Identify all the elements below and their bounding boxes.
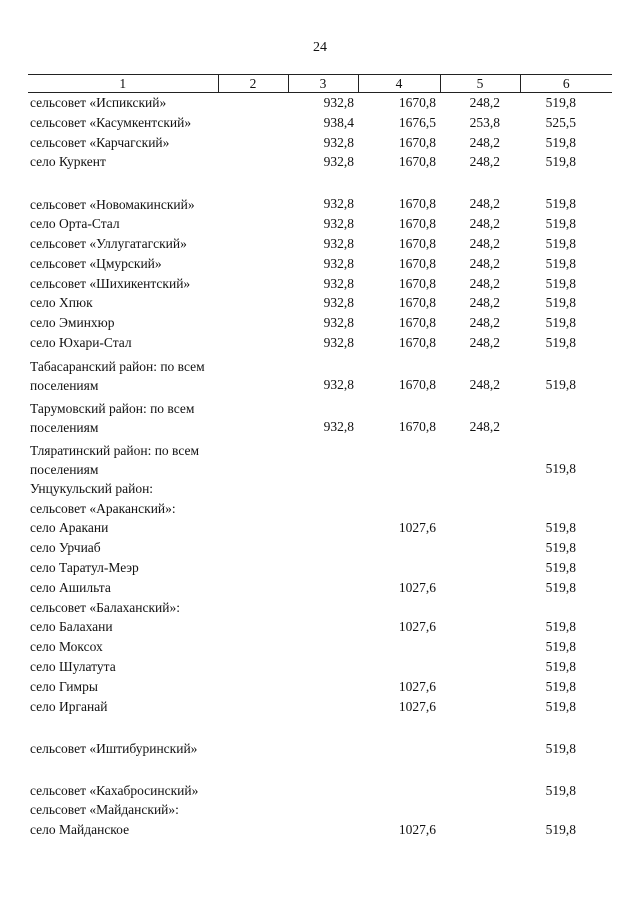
settlement-name-cell: село Орта-Стал — [30, 216, 120, 232]
col6-value-cell: 519,8 — [545, 740, 576, 756]
col4-value-cell — [358, 758, 440, 800]
col5-value-cell — [440, 820, 520, 840]
col6-value-cell: 519,8 — [545, 520, 576, 536]
col4-value-cell: 1027,6 — [398, 698, 436, 714]
col5-value-cell — [440, 499, 520, 519]
settlement-name-cell: сельсовет «Шихикентский» — [30, 275, 191, 291]
settlement-name-cell: село Юхари-Стал — [30, 334, 132, 350]
col4-value-cell: 1670,8 — [398, 235, 436, 251]
col2-cell — [218, 617, 288, 637]
col5-value-cell — [440, 800, 520, 820]
settlement-name-cell: Тляратинский район: по всем поселениям — [30, 442, 200, 477]
col3-value-cell — [288, 758, 358, 800]
column-header-3: 3 — [288, 75, 358, 93]
settlement-name-cell: село Балахани — [30, 619, 113, 635]
col2-cell — [218, 395, 288, 437]
col2-cell — [218, 800, 288, 820]
col5-value-cell — [440, 558, 520, 578]
col3-value-cell — [288, 657, 358, 677]
col5-value-cell — [440, 578, 520, 598]
table-row — [28, 313, 612, 333]
col5-value-cell — [440, 758, 520, 800]
col3-value-cell — [288, 538, 358, 558]
table-row — [28, 133, 612, 153]
col3-value-cell: 932,8 — [323, 95, 354, 110]
col2-cell — [218, 214, 288, 234]
col2-cell — [218, 333, 288, 353]
col6-value-cell: 519,8 — [545, 698, 576, 714]
col2-cell — [218, 113, 288, 133]
col5-value-cell: 248,2 — [469, 196, 500, 212]
col2-cell — [218, 172, 288, 214]
col4-value-cell — [358, 800, 440, 820]
col6-value-cell: 519,8 — [545, 782, 576, 798]
table-row — [28, 499, 612, 519]
table-body — [28, 93, 612, 840]
col5-value-cell: 253,8 — [469, 114, 500, 130]
col2-cell — [218, 152, 288, 172]
col4-value-cell: 1670,8 — [398, 216, 436, 232]
col5-value-cell: 248,2 — [469, 235, 500, 251]
settlement-name-cell: село Шулатута — [30, 658, 116, 674]
col3-value-cell — [288, 499, 358, 519]
settlement-name-cell: Табасаранский район: по всем поселениям — [30, 358, 205, 393]
col4-value-cell: 1670,8 — [398, 315, 436, 331]
settlement-name-cell: сельсовет «Балаханский»: — [30, 599, 180, 615]
table-row — [28, 437, 612, 479]
col3-value-cell: 938,4 — [323, 114, 354, 130]
data-table — [28, 74, 612, 840]
col5-value-cell: 248,2 — [469, 216, 500, 232]
col3-value-cell — [288, 677, 358, 697]
col2-cell — [218, 697, 288, 717]
col6-value-cell — [520, 800, 612, 820]
col6-value-cell: 519,8 — [545, 275, 576, 291]
settlement-name-cell: село Эминхюр — [30, 315, 115, 331]
col4-value-cell: 1676,5 — [398, 114, 436, 130]
table-row — [28, 113, 612, 133]
col5-value-cell — [440, 617, 520, 637]
col2-cell — [218, 274, 288, 294]
col5-value-cell: 248,2 — [469, 334, 500, 350]
col5-value-cell — [440, 657, 520, 677]
col3-value-cell — [288, 437, 358, 479]
col4-value-cell: 1027,6 — [398, 520, 436, 536]
col4-value-cell: 1670,8 — [398, 376, 436, 392]
table-row — [28, 172, 612, 214]
col2-cell — [218, 558, 288, 578]
table-row — [28, 820, 612, 840]
col4-value-cell — [358, 657, 440, 677]
table-row — [28, 214, 612, 234]
col4-value-cell — [358, 479, 440, 499]
col3-value-cell — [288, 558, 358, 578]
col4-value-cell — [358, 716, 440, 758]
table-row — [28, 234, 612, 254]
col6-value-cell — [520, 499, 612, 519]
col4-value-cell — [358, 538, 440, 558]
settlement-name-cell: село Таратул-Меэр — [30, 559, 139, 575]
col2-cell — [218, 293, 288, 313]
col6-value-cell: 519,8 — [545, 196, 576, 212]
col5-value-cell: 248,2 — [469, 95, 500, 110]
table-row — [28, 657, 612, 677]
col5-value-cell: 248,2 — [469, 154, 500, 170]
settlement-name-cell: село Урчиаб — [30, 540, 101, 556]
page-number: 24 — [313, 40, 327, 55]
table-row — [28, 578, 612, 598]
col2-cell — [218, 578, 288, 598]
table-row — [28, 538, 612, 558]
settlement-name-cell: село Хпюк — [30, 295, 93, 311]
col2-cell — [218, 637, 288, 657]
col3-value-cell: 932,8 — [323, 255, 354, 271]
col4-value-cell: 1027,6 — [398, 822, 436, 838]
col2-cell — [218, 313, 288, 333]
settlement-name-cell: село Майданское — [30, 822, 130, 838]
column-header-4: 4 — [358, 75, 440, 93]
col6-value-cell — [520, 395, 612, 437]
col5-value-cell: 248,2 — [469, 255, 500, 271]
col2-cell — [218, 820, 288, 840]
col2-cell — [218, 353, 288, 395]
settlement-name-cell: Тарумовский район: по всем поселениям — [30, 400, 195, 435]
col2-cell — [218, 254, 288, 274]
table-row — [28, 152, 612, 172]
table-row — [28, 758, 612, 800]
col4-value-cell — [358, 637, 440, 657]
settlement-name-cell: село Гимры — [30, 678, 98, 694]
settlement-name-cell: Унцукульский район: — [30, 480, 154, 496]
col4-value-cell: 1670,8 — [398, 275, 436, 291]
table-row — [28, 274, 612, 294]
settlement-name-cell: сельсовет «Карчагский» — [30, 134, 170, 150]
col5-value-cell — [440, 677, 520, 697]
col6-value-cell: 519,8 — [545, 216, 576, 232]
col6-value-cell: 519,8 — [545, 658, 576, 674]
col3-value-cell — [288, 637, 358, 657]
col6-value-cell: 519,8 — [545, 235, 576, 251]
settlement-name-cell: сельсовет «Цмурский» — [30, 255, 162, 271]
settlement-name-cell: село Ашильта — [30, 579, 111, 595]
col2-cell — [218, 716, 288, 758]
col3-value-cell — [288, 820, 358, 840]
col2-cell — [218, 499, 288, 519]
settlement-name-cell: сельсовет «Новомакинский» — [30, 197, 195, 213]
col5-value-cell — [440, 697, 520, 717]
column-header-5: 5 — [440, 75, 520, 93]
col5-value-cell: 248,2 — [469, 418, 500, 434]
col2-cell — [218, 598, 288, 618]
col3-value-cell: 932,8 — [323, 154, 354, 170]
col5-value-cell — [440, 538, 520, 558]
col4-value-cell: 1670,8 — [398, 334, 436, 350]
col4-value-cell: 1670,8 — [398, 95, 436, 110]
col6-value-cell: 525,5 — [545, 114, 576, 130]
col3-value-cell — [288, 800, 358, 820]
col6-value-cell: 519,8 — [545, 540, 576, 556]
col6-value-cell: 519,8 — [545, 460, 576, 476]
table-row — [28, 353, 612, 395]
col2-cell — [218, 538, 288, 558]
table-row — [28, 598, 612, 618]
settlement-name-cell: сельсовет «Уллугатагский» — [30, 235, 187, 251]
col5-value-cell: 248,2 — [469, 376, 500, 392]
col3-value-cell — [288, 578, 358, 598]
col4-value-cell — [358, 499, 440, 519]
table-row — [28, 518, 612, 538]
col6-value-cell: 519,8 — [545, 579, 576, 595]
col3-value-cell — [288, 617, 358, 637]
settlement-name-cell: село Куркент — [30, 154, 106, 170]
col3-value-cell: 932,8 — [323, 376, 354, 392]
col4-value-cell — [358, 437, 440, 479]
column-header-6: 6 — [520, 75, 612, 93]
col5-value-cell — [440, 437, 520, 479]
col6-value-cell: 519,8 — [545, 639, 576, 655]
table-row — [28, 677, 612, 697]
col2-cell — [218, 133, 288, 153]
col6-value-cell — [520, 479, 612, 499]
col2-cell — [218, 657, 288, 677]
col3-value-cell: 932,8 — [323, 418, 354, 434]
col2-cell — [218, 677, 288, 697]
col4-value-cell: 1670,8 — [398, 418, 436, 434]
settlement-name-cell: сельсовет «Кахабросинский» — [30, 783, 199, 799]
table-row — [28, 293, 612, 313]
col5-value-cell: 248,2 — [469, 295, 500, 311]
settlement-name-cell: сельсовет «Майданский»: — [30, 802, 179, 818]
col5-value-cell: 248,2 — [469, 275, 500, 291]
column-header-2: 2 — [218, 75, 288, 93]
col3-value-cell — [288, 518, 358, 538]
table-row — [28, 254, 612, 274]
col6-value-cell: 519,8 — [545, 295, 576, 311]
settlement-name-cell: село Аракани — [30, 520, 109, 536]
table-row — [28, 716, 612, 758]
col6-value-cell: 519,8 — [545, 376, 576, 392]
col6-value-cell: 519,8 — [545, 95, 576, 110]
col3-value-cell — [288, 479, 358, 499]
col6-value-cell: 519,8 — [545, 315, 576, 331]
table-row — [28, 800, 612, 820]
col3-value-cell: 932,8 — [323, 315, 354, 331]
col5-value-cell: 248,2 — [469, 134, 500, 150]
col6-value-cell — [520, 598, 612, 618]
settlement-name-cell: село Моксох — [30, 639, 103, 655]
col5-value-cell — [440, 598, 520, 618]
table-row — [28, 637, 612, 657]
table-row — [28, 479, 612, 499]
col4-value-cell: 1670,8 — [398, 295, 436, 311]
col2-cell — [218, 758, 288, 800]
col4-value-cell: 1670,8 — [398, 196, 436, 212]
col2-cell — [218, 479, 288, 499]
col2-cell — [218, 518, 288, 538]
col4-value-cell: 1670,8 — [398, 134, 436, 150]
col5-value-cell — [440, 637, 520, 657]
table-row — [28, 93, 612, 113]
col4-value-cell: 1027,6 — [398, 619, 436, 635]
settlement-name-cell: сельсовет «Араканский»: — [30, 500, 176, 516]
col5-value-cell — [440, 716, 520, 758]
col3-value-cell: 932,8 — [323, 275, 354, 291]
col5-value-cell — [440, 518, 520, 538]
col3-value-cell — [288, 598, 358, 618]
col3-value-cell — [288, 716, 358, 758]
settlement-name-cell: сельсовет «Испикский» — [30, 95, 167, 110]
table-row — [28, 395, 612, 437]
col3-value-cell: 932,8 — [323, 216, 354, 232]
col6-value-cell: 519,8 — [545, 619, 576, 635]
col4-value-cell: 1670,8 — [398, 255, 436, 271]
col2-cell — [218, 437, 288, 479]
table-row — [28, 333, 612, 353]
table-row — [28, 558, 612, 578]
settlement-name-cell: сельсовет «Касумкентский» — [30, 114, 192, 130]
col4-value-cell: 1027,6 — [398, 678, 436, 694]
col2-cell — [218, 234, 288, 254]
column-header-1: 1 — [28, 75, 218, 93]
settlement-name-cell: село Ирганай — [30, 698, 108, 714]
col3-value-cell: 932,8 — [323, 134, 354, 150]
col4-value-cell — [358, 558, 440, 578]
col2-cell — [218, 93, 288, 113]
col5-value-cell — [440, 479, 520, 499]
col3-value-cell: 932,8 — [323, 295, 354, 311]
table-row — [28, 697, 612, 717]
col4-value-cell: 1670,8 — [398, 154, 436, 170]
col3-value-cell — [288, 697, 358, 717]
table-header — [28, 75, 612, 93]
col6-value-cell: 519,8 — [545, 822, 576, 838]
col6-value-cell: 519,8 — [545, 255, 576, 271]
col3-value-cell: 932,8 — [323, 196, 354, 212]
col6-value-cell: 519,8 — [545, 154, 576, 170]
settlement-name-cell: сельсовет «Иштибуринский» — [30, 741, 198, 757]
col6-value-cell: 519,8 — [545, 134, 576, 150]
col6-value-cell: 519,8 — [545, 334, 576, 350]
col4-value-cell: 1027,6 — [398, 579, 436, 595]
col5-value-cell: 248,2 — [469, 315, 500, 331]
col4-value-cell — [358, 598, 440, 618]
col3-value-cell: 932,8 — [323, 235, 354, 251]
table-row — [28, 617, 612, 637]
col6-value-cell: 519,8 — [545, 559, 576, 575]
col6-value-cell: 519,8 — [545, 678, 576, 694]
col3-value-cell: 932,8 — [323, 334, 354, 350]
header-row — [28, 75, 612, 93]
